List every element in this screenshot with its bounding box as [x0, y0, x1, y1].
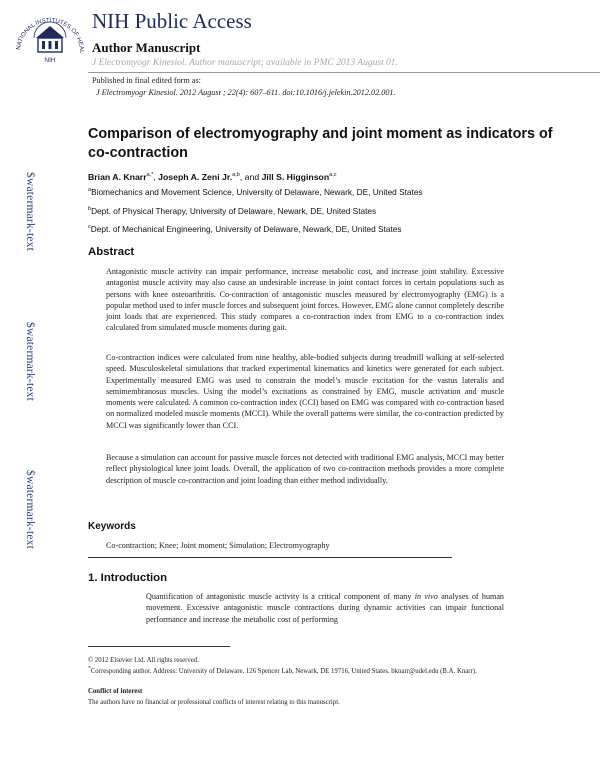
citation: J Electromyogr Kinesiol. 2012 August ; 22(4): 607–611. doi:10.1016/j.jelekin.2012.02.001. [96, 88, 396, 97]
introduction-paragraph [146, 591, 504, 625]
keywords-heading: Keywords [88, 521, 136, 532]
intro-text: Quantification of antagonistic muscle activity is a critical component of many [146, 592, 415, 601]
abstract-paragraph: Because a simulation can account for passive muscle forces not detected with traditional EMG analysis, MCCI may better reflect physiological knee joint loads. Overall, the application of two co-contraction methods provides a more complete description of muscle co-contraction and joint loading than either method individually. [106, 453, 504, 485]
watermark-3: $watermark-text [24, 470, 36, 549]
keywords-divider [88, 557, 452, 558]
affiliation-text: Dept. of Physical Therapy, University of Delaware, Newark, DE, United States [91, 206, 377, 216]
affiliation-text: Dept. of Mechanical Engineering, University of Delaware, Newark, DE, United States [90, 224, 402, 234]
watermark-1: $watermark-text [24, 172, 36, 251]
nih-public-access-title: NIH Public Access [92, 9, 252, 33]
logo-arc-text: NATIONAL INSTITUTES OF HEAL [16, 17, 85, 54]
author-name: Brian A. Knarr [88, 172, 147, 182]
conflict-heading: Conflict of interest [88, 688, 143, 695]
keywords-list: Co-contraction; Knee; Joint moment; Simulation; Electromyography [106, 541, 330, 550]
article-title: Comparison of electromyography and joint moment as indicators of co-contraction [88, 126, 553, 161]
abstract-heading: Abstract [88, 246, 135, 258]
author-name: Jill S. Higginson [261, 172, 330, 182]
conflict-text: The authors have no financial or professional conflicts of interest relating to this manuscript. [88, 699, 340, 706]
published-label: Published in final edited form as: [92, 76, 201, 85]
copyright: © 2012 Elsevier Ltd. All rights reserved. [88, 657, 199, 664]
abstract-paragraph: Co-contraction indices were calculated from nine healthy, able-bodied subjects during treadmill walking at self-selected speed. Musculoskeletal simulations that tracked experimental kinematics and kinetics were generated for each subject. Experimentally measured EMG was used to constrain the model’s muscle excitation for the vastus lateralis and semimembranosus muscles. Using the model’s excitations as constrained by EMG, muscle activation and muscle moments were calculated. A common co-contraction index (CCI) based on EMG was compared with co-contraction based on normalized modeled muscle moments (MCCI). While the overall patterns were similar, the co-contraction predicted by MCCI was significantly lower than CCI. [106, 353, 504, 430]
author-sup: a,b [232, 172, 240, 179]
watermark-2: $watermark-text [24, 322, 36, 401]
logo-abbrev: NIH [44, 57, 56, 64]
footnote-mark: * [88, 665, 91, 672]
author-sup: a,c [329, 172, 337, 179]
affiliation [88, 187, 423, 197]
author-name: Joseph A. Zeni Jr. [158, 172, 233, 182]
affiliation-sup: c [88, 224, 91, 231]
author-separator: , [153, 172, 159, 182]
corresponding-author [88, 667, 508, 676]
author-sup: a,* [146, 172, 154, 179]
intro-italic: in vivo [414, 592, 438, 601]
affiliation [88, 224, 402, 234]
author-separator: , and [239, 172, 262, 182]
header-divider [88, 72, 600, 73]
intro-text: analyses of human movement. Excessive antagonistic muscle contractions during dynamic activities can impair functional performance and increase the metabolic cost of performing [146, 592, 504, 624]
author-manuscript-label: Author Manuscript [92, 40, 201, 55]
abstract-paragraph: Antagonistic muscle activity can impair performance, increase metabolic cost, and increase joint stability. Excessive antagonist muscle activity may also cause an undesirable increase in joint contact forces in certain populations such as persons with knee osteoarthritis. Co-contraction of antagonistic muscles measured by electromyography (EMG) is a popular method used to infer muscle forces and subsequent joint forces. However, EMG alone cannot completely describe joint loads that are experienced. This study compares a co-contraction index from EMG to a co-contraction index calculated from simulated muscle moments during gait. [106, 267, 504, 333]
author-list [88, 172, 337, 182]
affiliation-sup: b [88, 206, 92, 213]
affiliation [88, 206, 376, 216]
nih-logo [14, 8, 86, 68]
affiliation-sup: a [88, 187, 92, 194]
availability-note: J Electromyogr Kinesiol. Author manuscript; available in PMC 2013 August 01. [92, 58, 398, 68]
corresponding-text: Corresponding author. Address: University of Delaware, 126 Spencer Lab, Newark, DE 19716, United States. bknarr@udel.edu (B.A. Knarr). [90, 668, 477, 675]
affiliation-text: Biomechanics and Movement Science, University of Delaware, Newark, DE, United States [91, 187, 423, 197]
footnote-divider [88, 646, 230, 647]
introduction-heading: 1. Introduction [88, 572, 168, 584]
